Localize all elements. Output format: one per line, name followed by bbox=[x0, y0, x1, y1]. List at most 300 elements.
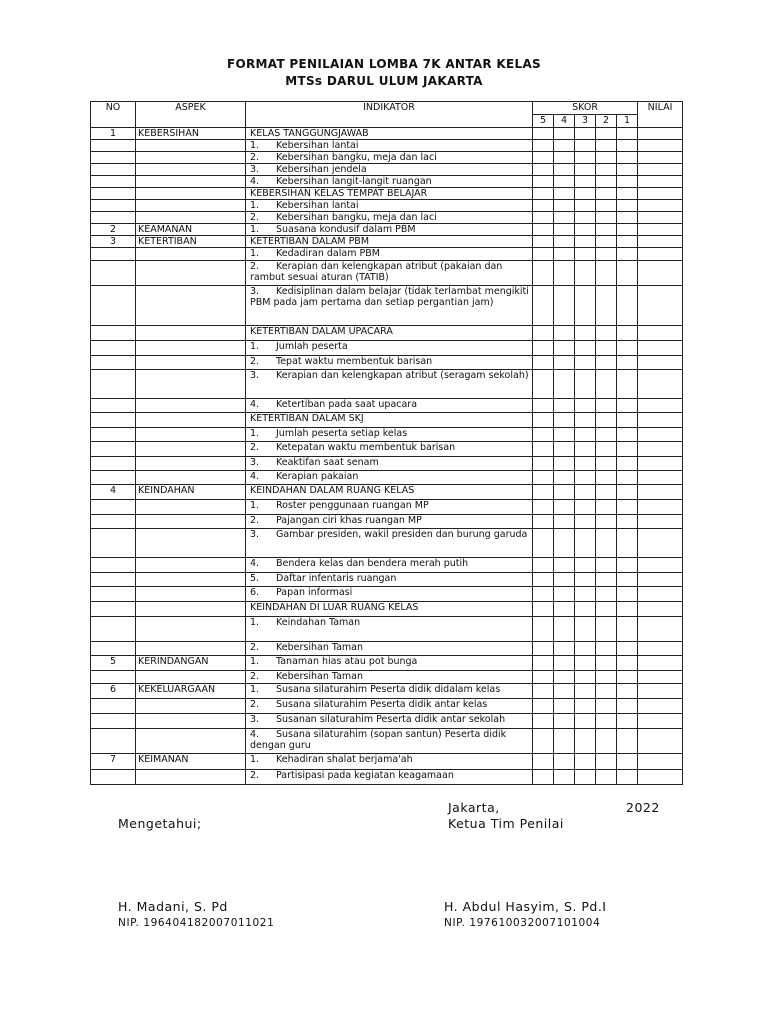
indicator-number: 1. bbox=[250, 500, 260, 511]
score-cell[interactable] bbox=[575, 286, 596, 326]
table-row bbox=[91, 152, 683, 164]
score-cell[interactable] bbox=[575, 770, 596, 785]
score-cell[interactable] bbox=[617, 236, 638, 248]
score-cell[interactable] bbox=[533, 152, 554, 164]
score-cell[interactable] bbox=[575, 729, 596, 754]
nilai-cell[interactable] bbox=[638, 152, 683, 164]
score-cell[interactable] bbox=[533, 699, 554, 714]
score-cell[interactable] bbox=[533, 176, 554, 188]
score-cell[interactable] bbox=[554, 642, 575, 656]
score-cell[interactable] bbox=[554, 770, 575, 785]
nilai-cell[interactable] bbox=[638, 754, 683, 770]
nilai-cell[interactable] bbox=[638, 684, 683, 699]
nilai-cell[interactable] bbox=[638, 413, 683, 428]
score-cell[interactable] bbox=[575, 200, 596, 212]
score-cell[interactable] bbox=[554, 326, 575, 341]
score-cell[interactable] bbox=[596, 399, 617, 413]
nilai-cell[interactable] bbox=[638, 573, 683, 587]
score-cell[interactable] bbox=[596, 188, 617, 200]
score-cell[interactable] bbox=[554, 558, 575, 573]
score-cell[interactable] bbox=[533, 529, 554, 558]
nilai-cell[interactable] bbox=[638, 248, 683, 261]
score-cell[interactable] bbox=[554, 714, 575, 729]
nilai-cell[interactable] bbox=[638, 286, 683, 326]
score-cell[interactable] bbox=[554, 200, 575, 212]
score-cell[interactable] bbox=[617, 602, 638, 617]
indicator-text: KEINDAHAN DALAM RUANG KELAS bbox=[250, 485, 415, 496]
score-cell[interactable] bbox=[596, 248, 617, 261]
score-cell[interactable] bbox=[596, 370, 617, 399]
score-cell[interactable] bbox=[617, 729, 638, 754]
score-cell[interactable] bbox=[533, 500, 554, 515]
nilai-cell[interactable] bbox=[638, 128, 683, 140]
row-no bbox=[91, 370, 136, 399]
score-cell[interactable] bbox=[554, 428, 575, 442]
nilai-cell[interactable] bbox=[638, 236, 683, 248]
score-cell[interactable] bbox=[533, 754, 554, 770]
score-cell[interactable] bbox=[575, 684, 596, 699]
nilai-cell[interactable] bbox=[638, 164, 683, 176]
score-cell[interactable] bbox=[596, 224, 617, 236]
score-cell[interactable] bbox=[533, 128, 554, 140]
score-cell[interactable] bbox=[617, 188, 638, 200]
score-cell[interactable] bbox=[617, 457, 638, 471]
score-cell[interactable] bbox=[575, 515, 596, 529]
score-cell[interactable] bbox=[596, 671, 617, 684]
score-cell[interactable] bbox=[533, 341, 554, 356]
score-cell[interactable] bbox=[554, 140, 575, 152]
indicator-text: Jumlah peserta bbox=[276, 341, 348, 352]
row-no: 3 bbox=[91, 236, 136, 248]
nilai-cell[interactable] bbox=[638, 176, 683, 188]
score-cell[interactable] bbox=[554, 212, 575, 224]
score-cell[interactable] bbox=[617, 261, 638, 286]
score-cell[interactable] bbox=[554, 370, 575, 399]
score-cell[interactable] bbox=[596, 699, 617, 714]
score-cell[interactable] bbox=[596, 442, 617, 457]
score-cell[interactable] bbox=[596, 413, 617, 428]
nilai-cell[interactable] bbox=[638, 471, 683, 485]
score-cell[interactable] bbox=[617, 140, 638, 152]
nilai-cell[interactable] bbox=[638, 212, 683, 224]
score-cell[interactable] bbox=[617, 152, 638, 164]
score-cell[interactable] bbox=[596, 529, 617, 558]
score-cell[interactable] bbox=[617, 617, 638, 642]
score-cell[interactable] bbox=[575, 341, 596, 356]
nilai-cell[interactable] bbox=[638, 671, 683, 684]
score-cell[interactable] bbox=[596, 261, 617, 286]
nilai-cell[interactable] bbox=[638, 529, 683, 558]
score-cell[interactable] bbox=[533, 413, 554, 428]
score-cell[interactable] bbox=[533, 248, 554, 261]
score-cell[interactable] bbox=[596, 140, 617, 152]
nilai-cell[interactable] bbox=[638, 656, 683, 671]
score-cell[interactable] bbox=[554, 286, 575, 326]
score-cell[interactable] bbox=[554, 573, 575, 587]
score-cell[interactable] bbox=[617, 356, 638, 370]
score-cell[interactable] bbox=[596, 341, 617, 356]
indicator-number: 3. bbox=[250, 370, 260, 381]
indicator-number: 4. bbox=[250, 399, 260, 410]
score-cell[interactable] bbox=[575, 370, 596, 399]
nilai-cell[interactable] bbox=[638, 341, 683, 356]
nilai-cell[interactable] bbox=[638, 457, 683, 471]
score-cell[interactable] bbox=[533, 326, 554, 341]
score-cell[interactable] bbox=[596, 471, 617, 485]
nilai-cell[interactable] bbox=[638, 188, 683, 200]
score-cell[interactable] bbox=[554, 471, 575, 485]
score-cell[interactable] bbox=[596, 500, 617, 515]
score-cell[interactable] bbox=[533, 770, 554, 785]
score-cell[interactable] bbox=[575, 529, 596, 558]
score-cell[interactable] bbox=[533, 236, 554, 248]
score-cell[interactable] bbox=[533, 714, 554, 729]
score-cell[interactable] bbox=[596, 128, 617, 140]
score-cell[interactable] bbox=[533, 370, 554, 399]
indicator-text: Pajangan ciri khas ruangan MP bbox=[276, 515, 422, 526]
score-cell[interactable] bbox=[596, 200, 617, 212]
score-cell[interactable] bbox=[617, 642, 638, 656]
row-aspek bbox=[136, 261, 246, 286]
score-cell[interactable] bbox=[617, 428, 638, 442]
score-cell[interactable] bbox=[554, 248, 575, 261]
score-cell[interactable] bbox=[554, 261, 575, 286]
score-cell[interactable] bbox=[575, 500, 596, 515]
nilai-cell[interactable] bbox=[638, 428, 683, 442]
nilai-cell[interactable] bbox=[638, 558, 683, 573]
score-cell[interactable] bbox=[575, 587, 596, 602]
row-indikator bbox=[246, 370, 533, 399]
score-cell[interactable] bbox=[533, 212, 554, 224]
score-cell[interactable] bbox=[617, 212, 638, 224]
score-cell[interactable] bbox=[533, 602, 554, 617]
score-cell[interactable] bbox=[575, 176, 596, 188]
nilai-cell[interactable] bbox=[638, 602, 683, 617]
row-no: 6 bbox=[91, 684, 136, 699]
score-cell[interactable] bbox=[533, 164, 554, 176]
score-cell[interactable] bbox=[554, 356, 575, 370]
score-cell[interactable] bbox=[533, 261, 554, 286]
score-cell[interactable] bbox=[575, 428, 596, 442]
indicator-number: 2. bbox=[250, 212, 260, 223]
score-cell[interactable] bbox=[575, 224, 596, 236]
score-cell[interactable] bbox=[575, 573, 596, 587]
score-cell[interactable] bbox=[596, 602, 617, 617]
signature-place: Jakarta, bbox=[448, 800, 500, 815]
score-cell[interactable] bbox=[533, 224, 554, 236]
nilai-cell[interactable] bbox=[638, 326, 683, 341]
score-cell[interactable] bbox=[617, 248, 638, 261]
score-cell[interactable] bbox=[533, 428, 554, 442]
indicator-text: Kebersihan bangku, meja dan laci bbox=[276, 152, 437, 163]
nilai-cell[interactable] bbox=[638, 370, 683, 399]
score-cell[interactable] bbox=[533, 617, 554, 642]
nilai-cell[interactable] bbox=[638, 200, 683, 212]
score-cell[interactable] bbox=[596, 485, 617, 500]
row-aspek bbox=[136, 176, 246, 188]
score-cell[interactable] bbox=[533, 642, 554, 656]
table-row bbox=[91, 729, 683, 754]
table-row bbox=[91, 573, 683, 587]
score-cell[interactable] bbox=[575, 236, 596, 248]
score-cell[interactable] bbox=[596, 176, 617, 188]
table-row bbox=[91, 356, 683, 370]
score-cell[interactable] bbox=[554, 152, 575, 164]
nilai-cell[interactable] bbox=[638, 729, 683, 754]
score-cell[interactable] bbox=[575, 714, 596, 729]
score-cell[interactable] bbox=[617, 558, 638, 573]
nilai-cell[interactable] bbox=[638, 770, 683, 785]
nilai-cell[interactable] bbox=[638, 261, 683, 286]
score-cell[interactable] bbox=[554, 684, 575, 699]
score-cell[interactable] bbox=[596, 558, 617, 573]
score-cell[interactable] bbox=[575, 754, 596, 770]
score-cell[interactable] bbox=[533, 729, 554, 754]
score-cell[interactable] bbox=[617, 684, 638, 699]
score-cell[interactable] bbox=[533, 485, 554, 500]
score-cell[interactable] bbox=[575, 212, 596, 224]
score-cell[interactable] bbox=[554, 602, 575, 617]
score-cell[interactable] bbox=[617, 515, 638, 529]
score-cell[interactable] bbox=[554, 341, 575, 356]
row-indikator bbox=[246, 656, 533, 671]
score-cell[interactable] bbox=[533, 457, 554, 471]
score-cell[interactable] bbox=[596, 428, 617, 442]
score-cell[interactable] bbox=[554, 587, 575, 602]
score-cell[interactable] bbox=[554, 529, 575, 558]
score-cell[interactable] bbox=[617, 587, 638, 602]
score-cell[interactable] bbox=[575, 128, 596, 140]
score-cell[interactable] bbox=[617, 341, 638, 356]
score-cell[interactable] bbox=[575, 248, 596, 261]
score-cell[interactable] bbox=[554, 413, 575, 428]
score-cell[interactable] bbox=[554, 224, 575, 236]
score-cell[interactable] bbox=[554, 656, 575, 671]
header-skor: SKOR bbox=[533, 102, 638, 115]
score-cell[interactable] bbox=[575, 642, 596, 656]
right-signer-nip: NIP. 197610032007101004 bbox=[444, 917, 601, 929]
indicator-text: Kebersihan Taman bbox=[276, 671, 364, 682]
score-cell[interactable] bbox=[554, 617, 575, 642]
indicator-number: 2. bbox=[250, 442, 260, 453]
score-cell[interactable] bbox=[575, 261, 596, 286]
indicator-number: 1. bbox=[250, 754, 260, 765]
score-cell[interactable] bbox=[575, 326, 596, 341]
row-no bbox=[91, 714, 136, 729]
score-cell[interactable] bbox=[596, 212, 617, 224]
row-indikator bbox=[246, 428, 533, 442]
score-cell[interactable] bbox=[617, 442, 638, 457]
row-indikator bbox=[246, 587, 533, 602]
score-cell[interactable] bbox=[596, 770, 617, 785]
header-no: NO bbox=[91, 102, 136, 128]
score-cell[interactable] bbox=[596, 286, 617, 326]
score-cell[interactable] bbox=[575, 671, 596, 684]
score-cell[interactable] bbox=[596, 587, 617, 602]
score-cell[interactable] bbox=[575, 656, 596, 671]
score-cell[interactable] bbox=[596, 356, 617, 370]
score-cell[interactable] bbox=[533, 399, 554, 413]
row-aspek bbox=[136, 699, 246, 714]
nilai-cell[interactable] bbox=[638, 642, 683, 656]
row-indikator bbox=[246, 714, 533, 729]
score-cell[interactable] bbox=[575, 413, 596, 428]
score-cell[interactable] bbox=[554, 729, 575, 754]
score-cell[interactable] bbox=[617, 471, 638, 485]
nilai-cell[interactable] bbox=[638, 617, 683, 642]
score-cell[interactable] bbox=[617, 529, 638, 558]
score-cell[interactable] bbox=[533, 471, 554, 485]
score-cell[interactable] bbox=[575, 399, 596, 413]
score-cell[interactable] bbox=[575, 699, 596, 714]
indicator-text: Suasana kondusif dalam PBM bbox=[276, 224, 416, 235]
score-cell[interactable] bbox=[617, 164, 638, 176]
score-cell[interactable] bbox=[533, 515, 554, 529]
row-no bbox=[91, 286, 136, 326]
score-cell[interactable] bbox=[533, 286, 554, 326]
document-title: FORMAT PENILAIAN LOMBA 7K ANTAR KELAS bbox=[227, 57, 541, 71]
score-cell[interactable] bbox=[596, 617, 617, 642]
score-cell[interactable] bbox=[617, 399, 638, 413]
score-cell[interactable] bbox=[617, 485, 638, 500]
score-cell[interactable] bbox=[596, 754, 617, 770]
score-cell[interactable] bbox=[533, 188, 554, 200]
row-indikator bbox=[246, 140, 533, 152]
score-cell[interactable] bbox=[617, 714, 638, 729]
score-cell[interactable] bbox=[554, 671, 575, 684]
row-aspek: KEINDAHAN bbox=[136, 485, 246, 500]
score-cell[interactable] bbox=[554, 236, 575, 248]
score-cell[interactable] bbox=[617, 699, 638, 714]
score-cell[interactable] bbox=[554, 500, 575, 515]
row-indikator bbox=[246, 261, 533, 286]
score-cell[interactable] bbox=[617, 656, 638, 671]
score-cell[interactable] bbox=[617, 224, 638, 236]
score-cell[interactable] bbox=[596, 729, 617, 754]
row-no bbox=[91, 587, 136, 602]
score-cell[interactable] bbox=[617, 770, 638, 785]
indicator-text: Jumlah peserta setiap kelas bbox=[276, 428, 408, 439]
score-cell[interactable] bbox=[554, 457, 575, 471]
score-cell[interactable] bbox=[533, 200, 554, 212]
score-cell[interactable] bbox=[533, 587, 554, 602]
score-cell[interactable] bbox=[575, 356, 596, 370]
score-cell[interactable] bbox=[533, 656, 554, 671]
table-row bbox=[91, 754, 683, 770]
indicator-text: Papan informasi bbox=[276, 587, 353, 598]
score-cell[interactable] bbox=[554, 128, 575, 140]
score-cell[interactable] bbox=[533, 140, 554, 152]
nilai-cell[interactable] bbox=[638, 442, 683, 457]
table-row bbox=[91, 671, 683, 684]
score-cell[interactable] bbox=[575, 602, 596, 617]
score-cell[interactable] bbox=[617, 370, 638, 399]
score-col-4: 4 bbox=[554, 115, 575, 128]
score-cell[interactable] bbox=[554, 485, 575, 500]
score-cell[interactable] bbox=[596, 642, 617, 656]
row-no: 2 bbox=[91, 224, 136, 236]
score-cell[interactable] bbox=[596, 236, 617, 248]
score-cell[interactable] bbox=[596, 515, 617, 529]
score-cell[interactable] bbox=[617, 573, 638, 587]
score-cell[interactable] bbox=[596, 152, 617, 164]
nilai-cell[interactable] bbox=[638, 515, 683, 529]
row-indikator bbox=[246, 729, 533, 754]
score-cell[interactable] bbox=[554, 399, 575, 413]
score-cell[interactable] bbox=[575, 471, 596, 485]
score-cell[interactable] bbox=[575, 442, 596, 457]
nilai-cell[interactable] bbox=[638, 140, 683, 152]
score-cell[interactable] bbox=[596, 326, 617, 341]
score-cell[interactable] bbox=[554, 754, 575, 770]
score-cell[interactable] bbox=[596, 457, 617, 471]
indicator-text: KETERTIBAN DALAM UPACARA bbox=[250, 326, 393, 337]
nilai-cell[interactable] bbox=[638, 699, 683, 714]
row-no bbox=[91, 164, 136, 176]
score-cell[interactable] bbox=[617, 500, 638, 515]
score-cell[interactable] bbox=[617, 128, 638, 140]
score-cell[interactable] bbox=[596, 164, 617, 176]
score-cell[interactable] bbox=[533, 671, 554, 684]
score-cell[interactable] bbox=[554, 176, 575, 188]
score-cell[interactable] bbox=[596, 573, 617, 587]
score-cell[interactable] bbox=[617, 200, 638, 212]
score-cell[interactable] bbox=[617, 176, 638, 188]
score-cell[interactable] bbox=[554, 442, 575, 457]
score-cell[interactable] bbox=[554, 164, 575, 176]
score-cell[interactable] bbox=[533, 573, 554, 587]
score-cell[interactable] bbox=[617, 326, 638, 341]
score-cell[interactable] bbox=[533, 684, 554, 699]
row-indikator bbox=[246, 341, 533, 356]
score-cell[interactable] bbox=[596, 684, 617, 699]
row-aspek bbox=[136, 413, 246, 428]
score-cell[interactable] bbox=[575, 558, 596, 573]
score-cell[interactable] bbox=[533, 442, 554, 457]
score-cell[interactable] bbox=[596, 714, 617, 729]
nilai-cell[interactable] bbox=[638, 485, 683, 500]
score-cell[interactable] bbox=[554, 188, 575, 200]
nilai-cell[interactable] bbox=[638, 714, 683, 729]
nilai-cell[interactable] bbox=[638, 587, 683, 602]
nilai-cell[interactable] bbox=[638, 224, 683, 236]
header-nilai: NILAI bbox=[638, 102, 683, 128]
score-cell[interactable] bbox=[554, 699, 575, 714]
indicator-number: 2. bbox=[250, 261, 260, 272]
score-cell[interactable] bbox=[575, 457, 596, 471]
score-cell[interactable] bbox=[596, 656, 617, 671]
score-cell[interactable] bbox=[617, 754, 638, 770]
score-cell[interactable] bbox=[575, 164, 596, 176]
score-cell[interactable] bbox=[575, 140, 596, 152]
score-cell[interactable] bbox=[575, 617, 596, 642]
score-cell[interactable] bbox=[575, 485, 596, 500]
nilai-cell[interactable] bbox=[638, 500, 683, 515]
score-cell[interactable] bbox=[554, 515, 575, 529]
score-cell[interactable] bbox=[617, 286, 638, 326]
nilai-cell[interactable] bbox=[638, 356, 683, 370]
table-row bbox=[91, 442, 683, 457]
score-cell[interactable] bbox=[575, 188, 596, 200]
signature-year: 2022 bbox=[626, 800, 660, 815]
score-cell[interactable] bbox=[533, 558, 554, 573]
nilai-cell[interactable] bbox=[638, 399, 683, 413]
indicator-number: 5. bbox=[250, 573, 260, 584]
score-cell[interactable] bbox=[617, 413, 638, 428]
score-cell[interactable] bbox=[617, 671, 638, 684]
score-cell[interactable] bbox=[575, 152, 596, 164]
score-cell[interactable] bbox=[533, 356, 554, 370]
